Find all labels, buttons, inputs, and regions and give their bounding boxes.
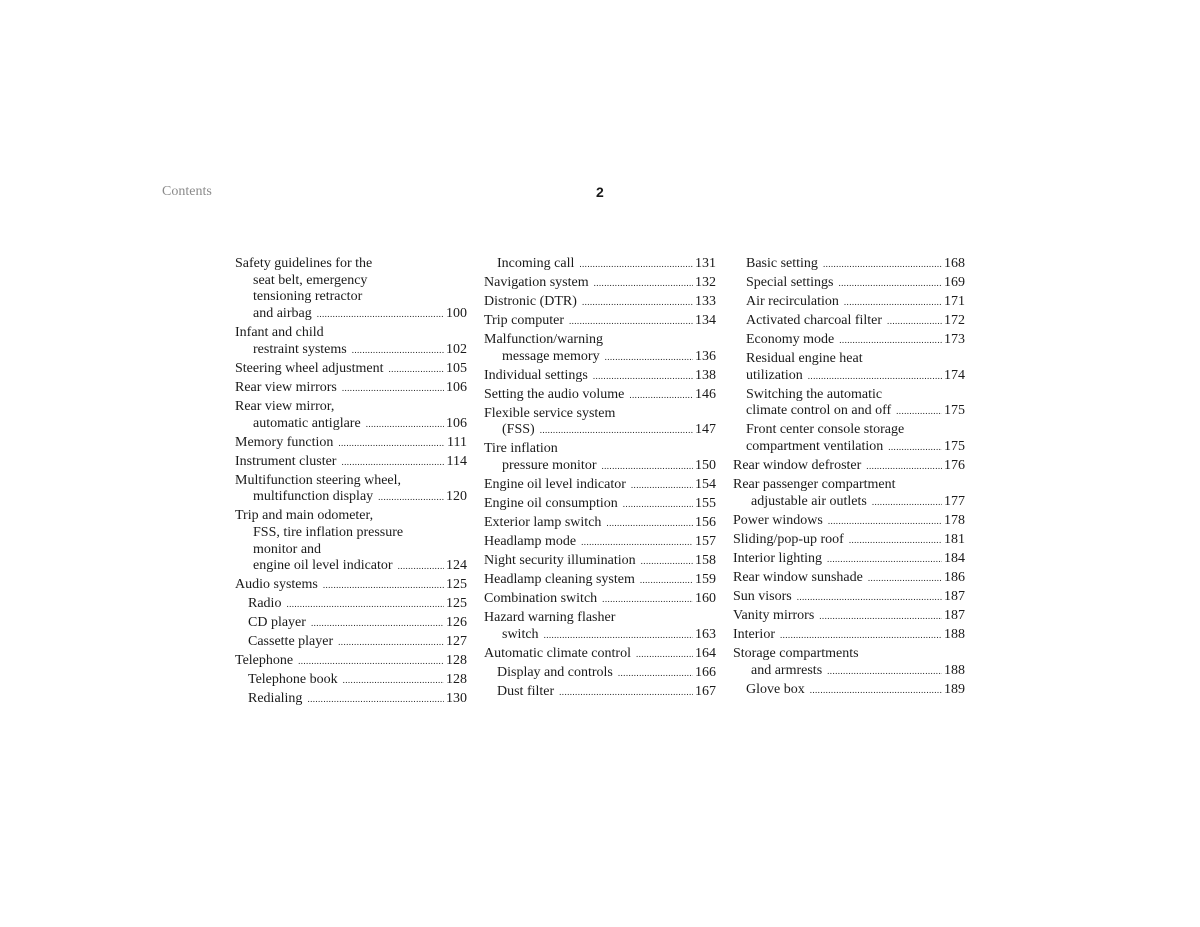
toc-entry-text: Steering wheel adjustment [235,360,384,376]
toc-entry-text: Trip computer [484,313,564,328]
toc-entry[interactable] [484,313,716,330]
toc-entry[interactable] [235,435,467,452]
toc-page-number: 157 [695,534,716,550]
toc-entry-text: Dust filter [497,683,555,699]
toc-entry-text: Rear view mirror, [235,398,335,414]
toc-entry-text: Infant and child [235,325,324,341]
toc-column-1 [235,256,467,710]
toc-entry-text: Residual engine heat [746,351,863,366]
toc-entry-text: engine oil level indicator [253,558,393,574]
dot-leader [827,551,942,568]
toc-entry-text: Distronic (DTR) [484,294,577,309]
dot-leader [819,608,942,625]
toc-entry[interactable] [733,332,965,349]
toc-page-number: 100 [446,306,467,322]
toc-entry[interactable] [235,256,467,323]
toc-entry-text: Trip and main odometer, [235,508,374,524]
toc-entry[interactable] [733,627,965,644]
toc-page-number: 102 [446,341,467,357]
dot-leader [338,634,444,651]
toc-entry[interactable] [484,275,716,292]
toc-page-number: 171 [944,294,965,309]
dot-leader [593,368,693,385]
toc-entry[interactable] [235,361,467,378]
toc-page-number: 172 [944,313,965,328]
toc-entry-text: and airbag [253,306,312,322]
toc-page-number: 133 [695,294,716,309]
dot-leader [594,275,693,292]
toc-entry-text: seat belt, emergency [253,272,368,288]
toc-entry[interactable] [484,256,716,273]
toc-page-number: 188 [944,662,965,678]
toc-entry-text: Flexible service system [484,405,616,421]
toc-page-number: 128 [446,653,467,669]
toc-entry-text: Night security illumination [484,553,636,569]
toc-entry[interactable] [484,496,716,513]
toc-entry[interactable] [484,646,716,663]
toc-entry[interactable] [733,422,965,455]
toc-page-number: 184 [944,550,965,566]
page-number: 2 [596,184,604,200]
toc-entry[interactable] [484,332,716,365]
dot-leader [849,532,942,549]
dot-leader [341,454,444,471]
dot-leader [343,672,444,689]
toc-entry-text: Rear window defroster [733,458,862,474]
toc-page-number: 132 [695,275,716,290]
toc-entry-text: Combination switch [484,591,598,607]
dot-leader [631,477,693,494]
toc-page-number: 130 [446,691,467,707]
toc-entry-text: Automatic climate control [484,645,631,661]
toc-entry-text: Activated charcoal filter [746,313,883,328]
toc-entry[interactable] [484,294,716,311]
toc-entry-text: Glove box [746,681,805,697]
dot-leader [569,313,693,330]
toc-entry[interactable] [235,653,467,670]
toc-entry[interactable] [484,610,716,643]
dot-leader [808,368,942,385]
toc-entry-text: restraint systems [253,341,347,357]
toc-entry-text: message memory [502,348,600,364]
toc-page-number: 125 [446,596,467,612]
toc-entry-text: Multifunction steering wheel, [235,472,402,488]
dot-leader [636,646,693,663]
dot-leader [579,256,693,273]
dot-leader [618,665,693,682]
dot-leader [323,577,444,594]
dot-leader [629,387,693,404]
dot-leader [602,591,693,608]
toc-entry-text: Headlamp cleaning system [484,572,635,588]
toc-entry-text: pressure monitor [502,458,597,474]
toc-entry[interactable] [235,615,467,632]
toc-page-number: 136 [695,348,716,364]
toc-entry[interactable] [733,477,965,510]
toc-entry[interactable] [484,387,716,404]
dot-leader [378,489,444,506]
toc-entry-text: Front center console storage [746,422,905,438]
toc-entry-text: Sliding/pop-up roof [733,531,844,547]
toc-entry[interactable] [484,441,716,474]
toc-entry-text: Telephone [235,653,294,669]
toc-entry-text: Memory function [235,434,334,450]
dot-leader [540,422,693,439]
toc-page-number: 160 [695,591,716,607]
toc-entry-text: Interior lighting [733,550,823,566]
toc-entry[interactable] [733,570,965,587]
dot-leader [827,663,942,680]
dot-leader [366,416,444,433]
dot-leader [872,494,942,511]
toc-entry[interactable] [235,672,467,689]
toc-entry-text: CD player [248,615,306,631]
toc-page-number: 186 [944,569,965,585]
toc-entry[interactable] [235,325,467,358]
toc-entry[interactable] [484,477,716,494]
toc-page-number: 169 [944,275,965,290]
toc-entry-text: Sun visors [733,588,792,604]
toc-entry-text: Tire inflation [484,441,558,457]
toc-page-number: 175 [944,403,965,419]
toc-page-number: 178 [944,512,965,528]
dot-leader [641,553,693,570]
toc-entry-text: Engine oil consumption [484,496,618,512]
toc-entry[interactable] [235,691,467,708]
toc-page-number: 128 [446,672,467,688]
toc-entry-text: Rear passenger compartment [733,477,896,493]
toc-entry[interactable] [733,608,965,625]
dot-leader [298,653,444,670]
toc-entry-text: Safety guidelines for the [235,256,373,271]
toc-entry[interactable] [484,591,716,608]
toc-entry-text: and armrests [751,662,823,678]
toc-entry[interactable] [484,406,716,439]
dot-leader [887,313,942,330]
toc-entry-text: automatic antiglare [253,415,361,431]
dot-leader [810,682,942,699]
toc-page-number: 188 [944,626,965,642]
dot-leader [601,458,693,475]
dot-leader [307,691,444,708]
dot-leader [352,342,444,359]
toc-page-number: 124 [446,558,467,574]
toc-page-number: 134 [695,313,716,328]
toc-entry[interactable] [733,458,965,475]
toc-entry-text: Rear view mirrors [235,379,337,395]
toc-page-number: 164 [695,645,716,661]
toc-entry[interactable] [733,682,965,699]
toc-entry-text: Instrument cluster [235,453,337,469]
dot-leader [338,435,445,452]
toc-entry[interactable] [235,399,467,432]
toc-entry[interactable] [733,589,965,606]
toc-page-number: 111 [447,434,467,450]
toc-page-number: 106 [446,415,467,431]
toc-entry[interactable] [235,380,467,397]
toc-entry-text: (FSS) [502,422,535,438]
toc-entry[interactable] [235,634,467,651]
toc-entry[interactable] [484,515,716,532]
toc-entry[interactable] [235,596,467,613]
toc-entry[interactable] [733,513,965,530]
toc-entry-text: Cassette player [248,634,334,650]
toc-entry[interactable] [484,684,716,701]
toc-page-number: 126 [446,615,467,631]
toc-entry-text: Engine oil level indicator [484,477,626,493]
toc-entry-text: Incoming call [497,256,575,271]
dot-leader [839,332,942,349]
dot-leader [896,403,942,420]
toc-entry-text: Radio [248,596,282,612]
section-title: Contents [162,184,212,199]
toc-entry-text: Power windows [733,512,823,528]
toc-entry-text: Audio systems [235,577,318,593]
toc-entry[interactable] [235,473,467,506]
toc-page-number: 147 [695,422,716,438]
toc-entry-text: Special settings [746,275,834,290]
toc-page-number: 168 [944,256,965,271]
toc-page-number: 174 [944,367,965,383]
dot-leader [797,589,942,606]
dot-leader [780,627,942,644]
toc-entry-text: Display and controls [497,664,613,680]
dot-leader [866,458,942,475]
toc-entry[interactable] [733,294,965,311]
toc-entry-text: Malfunction/warning [484,332,603,347]
toc-entry[interactable] [733,256,965,273]
dot-leader [823,256,942,273]
toc-page-number: 146 [695,386,716,402]
dot-leader [844,294,942,311]
toc-entry-text: Rear window sunshade [733,569,863,585]
toc-entry[interactable] [733,387,965,420]
toc-entry-text: climate control on and off [746,403,892,419]
toc-page-number: 127 [446,634,467,650]
dot-leader [581,534,693,551]
toc-entry-text: utilization [746,367,803,383]
toc-page-number: 105 [446,360,467,376]
toc-entry-text: Economy mode [746,332,835,347]
toc-entry[interactable] [235,454,467,471]
toc-page-number: 187 [944,588,965,604]
toc-entry-text: multifunction display [253,489,374,505]
toc-page-number: 120 [446,489,467,505]
dot-leader [342,380,444,397]
toc-page-number: 156 [695,515,716,531]
toc-page-number: 131 [695,256,716,271]
toc-entry-text: Telephone book [248,672,338,688]
toc-entry-text: Air recirculation [746,294,839,309]
dot-leader [623,496,693,513]
toc-page-number: 158 [695,553,716,569]
toc-entry-text: Basic setting [746,256,818,271]
toc-page-number: 167 [695,683,716,699]
toc-entry[interactable] [733,275,965,292]
dot-leader [286,596,444,613]
toc-entry[interactable] [733,646,965,679]
toc-entry-text: FSS, tire inflation pressure [253,524,404,540]
dot-leader [640,572,693,589]
toc-entry[interactable] [484,368,716,385]
toc-entry[interactable] [484,572,716,589]
toc-entry[interactable] [733,313,965,330]
toc-page-number: 106 [446,379,467,395]
toc-page-number: 150 [695,458,716,474]
toc-page-number: 155 [695,496,716,512]
toc-page-number: 166 [695,664,716,680]
dot-leader [828,513,942,530]
dot-leader [582,294,693,311]
toc-entry-text: switch [502,626,539,642]
toc-page-number: 138 [695,367,716,383]
toc-entry[interactable] [484,665,716,682]
dot-leader [389,361,444,378]
toc-entry-text: Redialing [248,691,303,707]
toc-entry-text: Interior [733,626,775,642]
dot-leader [888,439,942,456]
dot-leader [559,684,693,701]
toc-entry-text: adjustable air outlets [751,493,867,509]
dot-leader [868,570,942,587]
toc-page-number: 125 [446,577,467,593]
toc-entry-text: compartment ventilation [746,439,884,455]
toc-page-number: 114 [446,453,467,469]
toc-page-number: 175 [944,439,965,455]
toc-page-number: 173 [944,332,965,347]
toc-page-number: 189 [944,681,965,697]
toc-entry[interactable] [235,577,467,594]
toc-entry-text: Switching the automatic [746,386,883,402]
toc-entry[interactable] [484,553,716,570]
toc-page-number: 177 [944,493,965,509]
toc-entry-text: monitor and [253,541,322,557]
toc-page-number: 187 [944,607,965,623]
toc-entry-text: Setting the audio volume [484,386,625,402]
dot-leader [317,306,444,323]
dot-leader [311,615,444,632]
toc-entry[interactable] [733,551,965,568]
toc-entry-text: Individual settings [484,367,588,383]
toc-entry-text: Headlamp mode [484,534,577,550]
dot-leader [605,349,693,366]
toc-column-3 [733,256,965,701]
toc-entry-text: Vanity mirrors [733,607,815,623]
dot-leader [544,627,693,644]
toc-page-number: 159 [695,572,716,588]
toc-entry-text: tensioning retractor [253,289,363,305]
dot-leader [839,275,943,292]
dot-leader [398,558,444,575]
toc-entry-text: Navigation system [484,275,589,290]
toc-entry-text: Hazard warning flasher [484,610,616,626]
toc-page-number: 176 [944,458,965,474]
toc-column-2 [484,256,716,703]
toc-entry[interactable] [733,532,965,549]
toc-entry[interactable] [484,534,716,551]
toc-page-number: 163 [695,626,716,642]
toc-page-number: 181 [944,531,965,547]
dot-leader [606,515,693,532]
toc-entry-text: Storage compartments [733,645,859,661]
toc-entry-text: Exterior lamp switch [484,515,602,531]
toc-entry[interactable] [235,508,467,575]
toc-page-number: 154 [695,477,716,493]
toc-entry[interactable] [733,351,965,384]
